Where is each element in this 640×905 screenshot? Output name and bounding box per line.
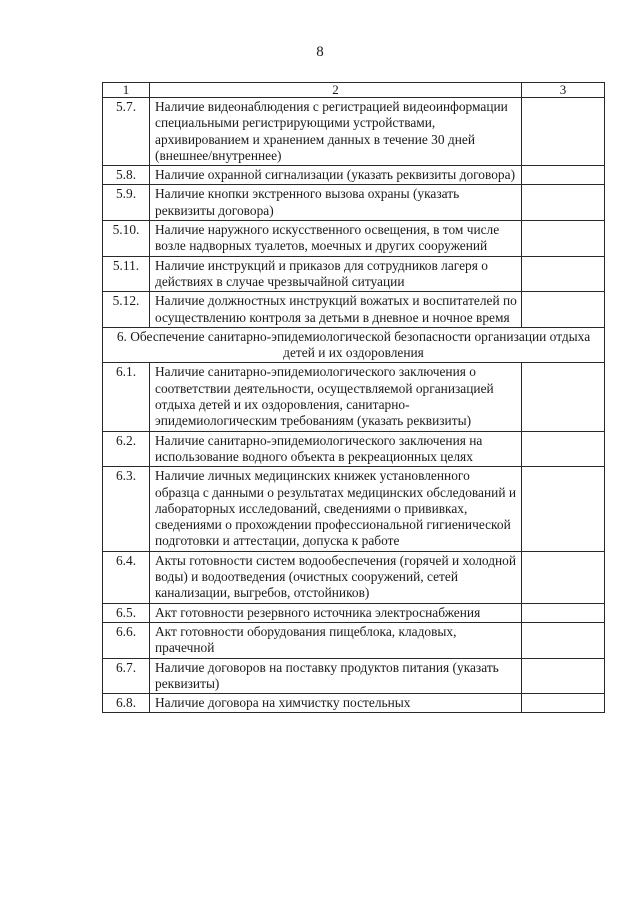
row-value-cell xyxy=(522,256,605,292)
row-number: 6.5. xyxy=(103,603,150,622)
table-row xyxy=(103,431,605,467)
row-number: 5.9. xyxy=(103,185,150,221)
row-number: 6.4. xyxy=(103,551,150,603)
row-value-cell xyxy=(522,622,605,658)
row-number: 6.3. xyxy=(103,467,150,551)
row-number: 6.1. xyxy=(103,363,150,431)
column-header: 1 xyxy=(103,83,150,98)
table-row xyxy=(103,185,605,221)
table-row xyxy=(103,98,605,166)
row-number: 6.8. xyxy=(103,694,150,713)
row-description: Наличие наружного искусственного освещения, в том числе возле надворных туалетов, моечных и других сооружений xyxy=(150,221,522,257)
row-value-cell xyxy=(522,166,605,185)
row-number: 6.7. xyxy=(103,658,150,694)
table-row xyxy=(103,622,605,658)
row-description: Наличие инструкций и приказов для сотрудников лагеря о действиях в случае чрезвычайной ситуации xyxy=(150,256,522,292)
table-row xyxy=(103,467,605,551)
table-row xyxy=(103,166,605,185)
table-header-row xyxy=(103,83,605,98)
table-row xyxy=(103,603,605,622)
section-header-row xyxy=(103,327,605,363)
row-value-cell xyxy=(522,551,605,603)
table-row xyxy=(103,256,605,292)
row-description: Наличие договора на химчистку постельных xyxy=(150,694,522,713)
table-row xyxy=(103,551,605,603)
row-value-cell xyxy=(522,292,605,328)
row-value-cell xyxy=(522,431,605,467)
table-row-cut-off xyxy=(103,694,605,713)
row-value-cell xyxy=(522,98,605,166)
checklist-table xyxy=(102,82,605,713)
row-number: 5.10. xyxy=(103,221,150,257)
row-value-cell xyxy=(522,603,605,622)
row-number: 5.12. xyxy=(103,292,150,328)
table-row xyxy=(103,221,605,257)
row-description: Наличие договоров на поставку продуктов питания (указать реквизиты) xyxy=(150,658,522,694)
section-title: 6. Обеспечение санитарно-эпидемиологической безопасности организации отдыха детей и их оздоровления xyxy=(103,327,605,363)
row-value-cell xyxy=(522,221,605,257)
row-description: Акты готовности систем водообеспечения (горячей и холодной воды) и водоотведения (очистных сооружений, сетей канализации, выгребов, отстойников) xyxy=(150,551,522,603)
column-header: 2 xyxy=(150,83,522,98)
row-number: 6.6. xyxy=(103,622,150,658)
row-value-cell xyxy=(522,467,605,551)
row-description: Наличие санитарно-эпидемиологического заключения на использование водного объекта в рекреационных целях xyxy=(150,431,522,467)
row-value-cell xyxy=(522,658,605,694)
table-row xyxy=(103,292,605,328)
row-description: Наличие личных медицинских книжек установленного образца с данными о результатах медицинских обследований и лабораторных исследований, сведениями о прививках, сведениями о прохождении профессиональной гигиенической подготовки и аттестации, допуска к работе xyxy=(150,467,522,551)
column-header: 3 xyxy=(522,83,605,98)
page-number: 8 xyxy=(316,44,324,60)
row-description: Наличие должностных инструкций вожатых и воспитателей по осуществлению контроля за детьми в дневное и ночное время xyxy=(150,292,522,328)
row-number: 5.8. xyxy=(103,166,150,185)
row-description: Наличие санитарно-эпидемиологического заключения о соответствии деятельности, осуществляемой организацией отдыха детей и их оздоровления, санитарно-эпидемиологическим требованиям (указать реквизиты) xyxy=(150,363,522,431)
table-row xyxy=(103,363,605,431)
table-row xyxy=(103,658,605,694)
row-value-cell xyxy=(522,185,605,221)
row-description: Акт готовности резервного источника электроснабжения xyxy=(150,603,522,622)
row-description: Наличие видеонаблюдения с регистрацией видеоинформации специальными регистрирующими устройствами, архивированием и хранением данных в течение 30 дней (внешнее/внутреннее) xyxy=(150,98,522,166)
row-value-cell xyxy=(522,694,605,713)
row-value-cell xyxy=(522,363,605,431)
row-number: 5.11. xyxy=(103,256,150,292)
row-number: 6.2. xyxy=(103,431,150,467)
row-description: Акт готовности оборудования пищеблока, кладовых, прачечной xyxy=(150,622,522,658)
row-description: Наличие кнопки экстренного вызова охраны (указать реквизиты договора) xyxy=(150,185,522,221)
row-description: Наличие охранной сигнализации (указать реквизиты договора) xyxy=(150,166,522,185)
row-number: 5.7. xyxy=(103,98,150,166)
